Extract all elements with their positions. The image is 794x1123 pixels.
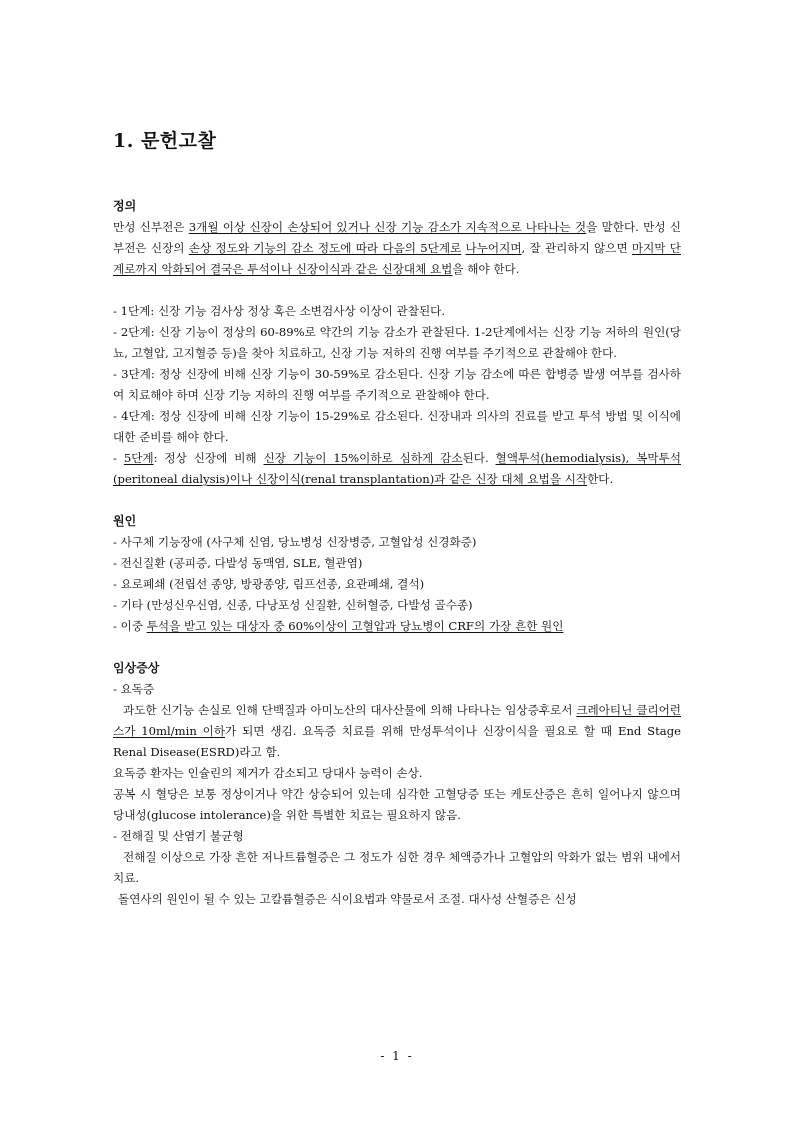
text-run: 을 말한다. 만성 신부전은 신장의 (113, 220, 681, 255)
document-body (113, 196, 681, 910)
underlined-text: 3개월 이상 신장이 손상되어 있거나 신장 기능 감소가 지속적으로 나타나는 것 (188, 220, 587, 234)
text-run: - 3단계: 정상 신장에 비해 신장 기능이 30-59%로 감소된다. 신장 기능 감소에 따른 합병증 발생 여부를 검사하여 치료해야 하며 신장 기능 저하의 진행 여부를 주기적으로 관찰해야 한다. (113, 367, 681, 402)
text-run: - 2단계: 신장 기능이 정상의 60-89%로 약간의 기능 감소가 관찰된다. 1-2단계에서는 신장 기능 저하의 원인(당뇨, 고혈압, 고지혈증 등)을 찾아 치료하고, 신장 기능 저하의 진행 여부를 주기적으로 관찰해야 한다. (113, 325, 681, 360)
text-run: - (113, 451, 124, 465)
stage-item-3 (113, 364, 681, 406)
text-run: - 사구체 기능장애 (사구체 신염, 당뇨병성 신장병증, 고혈압성 신경화증) (113, 535, 477, 549)
text-run: : 정상 신장에 비해 (153, 451, 264, 465)
definition-paragraph (113, 217, 681, 280)
uremia-paragraph-3: 공복 시 혈당은 보통 정상이거나 약간 상승되어 있는데 심각한 고혈당증 또는 케토산증은 흔히 일어나지 않으며 당내성(glucose intolerance)을 위한 특별한 치료는 필요하지 않음. (113, 787, 681, 822)
spacer (113, 280, 681, 301)
text-run: 만성 신부전은 (113, 220, 189, 234)
electrolyte-paragraph-1: 전해질 이상으로 가장 흔한 저나트륨혈증은 그 정도가 심한 경우 체액증가나 고혈압의 악화가 없는 범위 내에서 치료. (113, 850, 681, 885)
cause-item-1 (113, 532, 681, 553)
cause-item-4 (113, 595, 681, 616)
symptoms-heading: 임상증상 (113, 661, 160, 675)
page-number: - 1 - (380, 1049, 414, 1063)
underlined-text: 신장 기능이 15%이하로 심하게 감소 (263, 451, 463, 465)
section-title: 1. 문헌고찰 (113, 130, 217, 152)
definition-heading: 정의 (113, 199, 137, 213)
text-run: 한다. (587, 472, 614, 486)
electrolyte-paragraph-2: 돌연사의 원인이 될 수 있는 고칼륨혈증은 식이요법과 약물로서 조절. 대사성 산혈증은 신성 (118, 892, 577, 906)
stage-item-4 (113, 406, 681, 448)
text-run: - 전신질환 (공피증, 다발성 동맥염, SLE, 혈관염) (113, 556, 363, 570)
text-run: 을 해야 한다. (452, 262, 520, 276)
text-run: 가 되면 생김. 요독증 치료를 위해 만성투석이나 신장이식을 필요로 할 때 End Stage Renal Disease(ESRD)라고 함. (113, 724, 681, 759)
underlined-text: 마지막 단계로까지 악화되어 결국은 투석이나 신장이식과 같은 신장대체 요법 (113, 241, 681, 276)
underlined-text: 나누어지며 (465, 241, 522, 255)
spacer (113, 637, 681, 658)
uremia-paragraph-2: 요독증 환자는 인슐린의 제거가 감소되고 당대사 능력이 손상. (113, 766, 423, 780)
stage-item-5 (113, 448, 681, 490)
cause-item-5 (113, 616, 681, 637)
text-run: - 4단계: 정상 신장에 비해 신장 기능이 15-29%로 감소된다. 신장내과 의사의 진료를 받고 투석 방법 및 이식에 대한 준비를 해야 한다. (113, 409, 681, 444)
underlined-text: 5단계 (123, 451, 154, 465)
cause-list (113, 532, 681, 637)
underlined-text: 투석을 받고 있는 대상자 중 60%이상이 고혈압과 당뇨병이 CRF의 가장 흔한 원인 (146, 619, 564, 633)
electrolyte-title: - 전해질 및 산염기 불균형 (113, 829, 244, 843)
uremia-title: - 요독증 (113, 682, 155, 696)
stage-list (113, 301, 681, 490)
text-run: 된다. (462, 451, 496, 465)
stage-item-2 (113, 322, 681, 364)
causes-heading: 원인 (113, 514, 137, 528)
text-run: - 1단계: 신장 기능 검사상 정상 혹은 소변검사상 이상이 관찰된다. (113, 304, 446, 318)
text-run: 과도한 신기능 손실로 인해 단백질과 아미노산의 대사산물에 의해 나타나는 임상증후로서 (123, 703, 577, 717)
underlined-text: 혈액투석(hemodialysis), 복막투석(peritoneal dialysis)이나 신장이식(renal transplantation)과 같은 신장 대체 요법을 시작 (113, 451, 681, 486)
text-run: , 잘 관리하지 않으면 (521, 241, 632, 255)
underlined-text: 손상 정도와 기능의 감소 정도에 따라 다음의 5단계로 (188, 241, 462, 255)
underlined-text: 크레아티닌 클리어런스가 10ml/min 이하 (113, 703, 682, 738)
spacer (113, 490, 681, 511)
text-run: - 이중 (113, 619, 147, 633)
text-run: - 기타 (만성신우신염, 신종, 다낭포성 신질환, 신허혈증, 다발성 골수종) (113, 598, 473, 612)
cause-item-2 (113, 553, 681, 574)
stage-item-1 (113, 301, 681, 322)
cause-item-3 (113, 574, 681, 595)
uremia-paragraph-1 (113, 700, 681, 763)
text-run: - 요로폐쇄 (전립선 종양, 방광종양, 림프선종, 요관폐쇄, 결석) (113, 577, 425, 591)
